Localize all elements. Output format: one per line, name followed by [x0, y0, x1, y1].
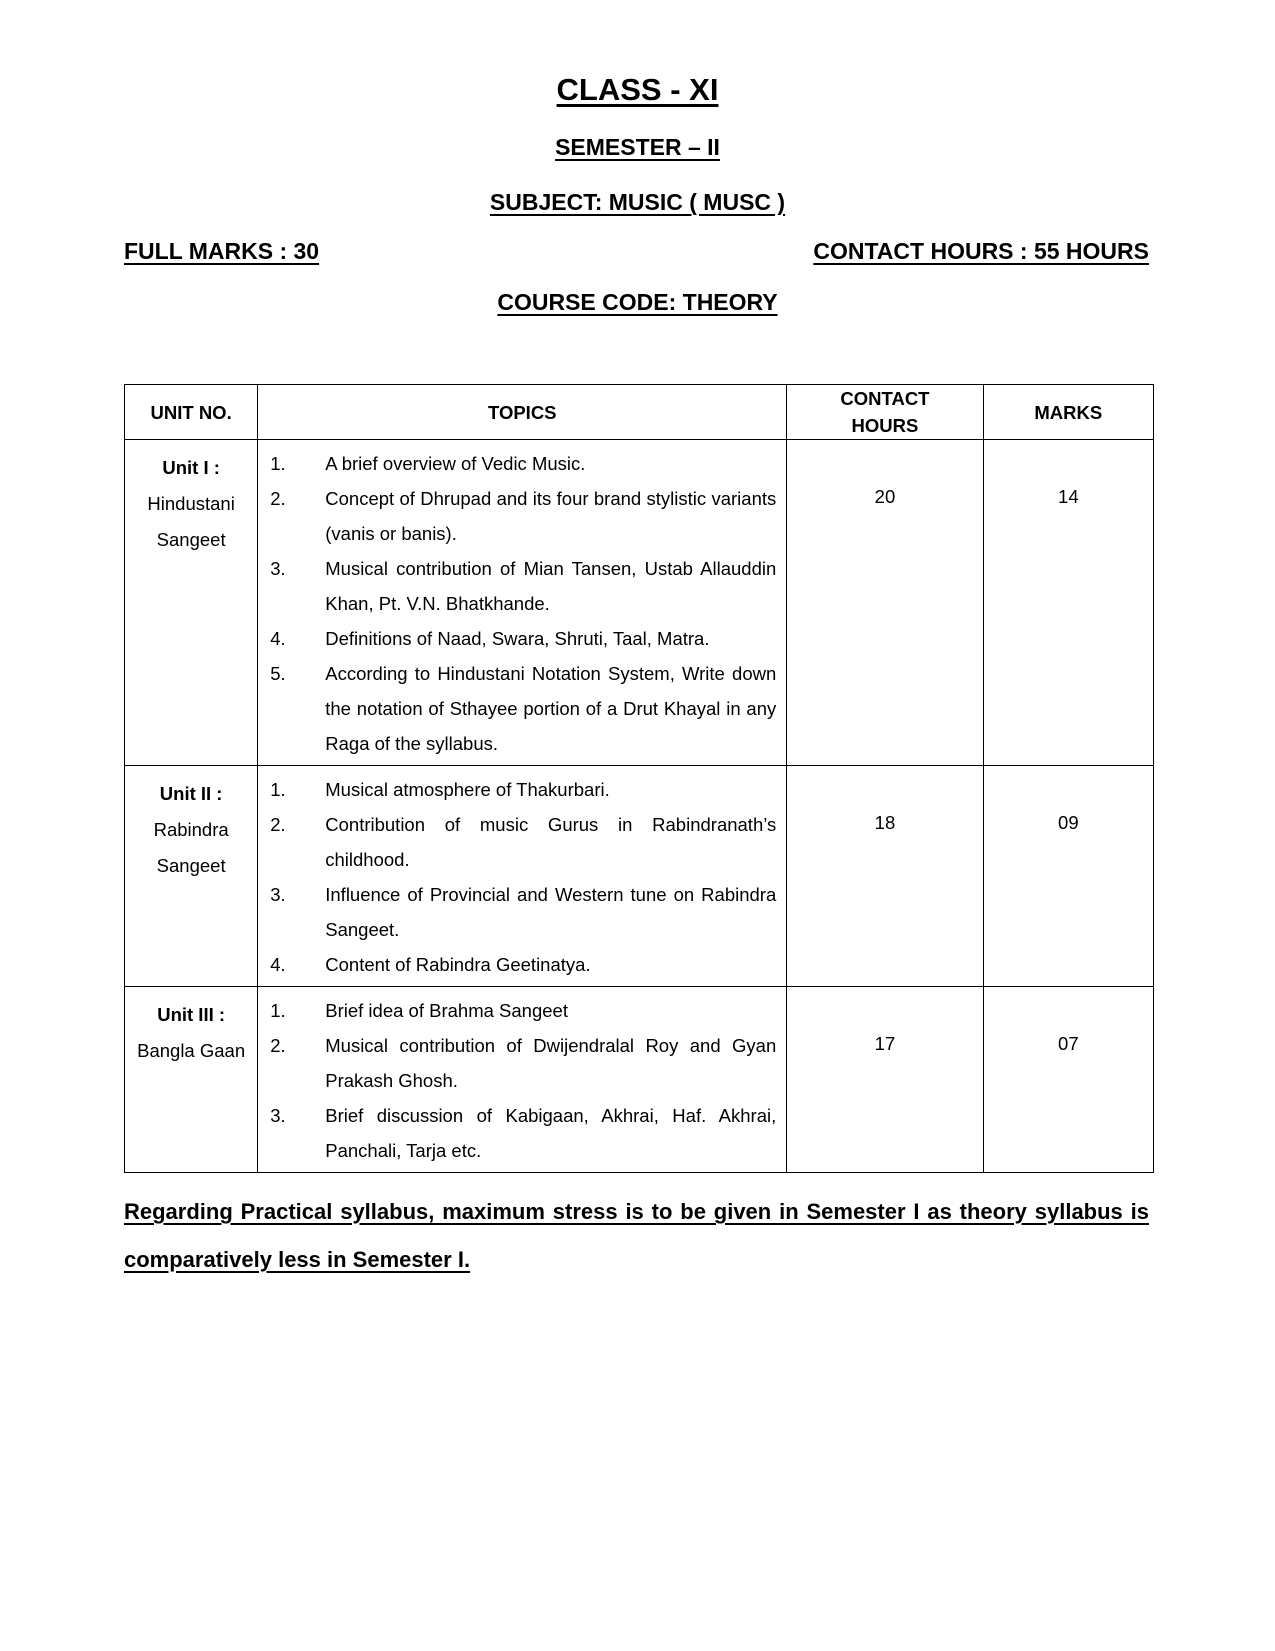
subject-heading: SUBJECT: MUSIC ( MUSC ) — [489, 189, 786, 215]
topic-text: Contribution of music Gurus in Rabindranath’s childhood. — [325, 814, 777, 870]
syllabus-table — [124, 384, 1154, 1173]
contact-hours-label: CONTACT HOURS : 55 HOURS — [813, 238, 1149, 264]
topic-number: 5. — [270, 663, 286, 684]
topic-number: 4. — [270, 954, 286, 975]
unit-name-line1: Bangla Gaan — [137, 1040, 246, 1061]
topic-text: Musical contribution of Dwijendralal Roy and Gyan Prakash Ghosh. — [325, 1035, 777, 1091]
unit-cell — [125, 766, 258, 987]
unit-cell — [125, 987, 258, 1173]
topic-number: 1. — [270, 453, 286, 474]
topic-text: Content of Rabindra Geetinatya. — [325, 954, 591, 975]
table-row — [125, 440, 1154, 766]
contact-hours-value: 17 — [787, 987, 983, 1173]
topic-text: Musical atmosphere of Thakurbari. — [325, 779, 610, 800]
marks-value: 09 — [983, 766, 1153, 987]
topic-number: 1. — [270, 779, 286, 800]
full-marks-label: FULL MARKS : 30 — [124, 238, 320, 264]
topic-text: Brief discussion of Kabigaan, Akhrai, Haf. Akhrai, Panchali, Tarja etc. — [325, 1105, 777, 1161]
unit-name-line2: Sangeet — [156, 855, 226, 876]
table-row — [125, 766, 1154, 987]
topics-cell — [258, 987, 787, 1173]
topic-number: 3. — [270, 558, 286, 579]
page-title: CLASS - XI — [556, 72, 719, 107]
unit-number: Unit II : — [159, 783, 223, 804]
topic-item — [270, 446, 776, 481]
topic-item — [270, 656, 776, 761]
topic-item — [270, 772, 776, 807]
topic-number: 3. — [270, 1105, 286, 1126]
topic-item — [270, 807, 776, 877]
contact-hours-value: 20 — [787, 440, 983, 766]
header-contact-hours — [787, 385, 983, 440]
semester-heading: SEMESTER – II — [555, 134, 720, 160]
topic-text: Brief idea of Brahma Sangeet — [325, 1000, 568, 1021]
unit-name-line1: Rabindra — [153, 819, 229, 840]
unit-name-line1: Hindustani — [147, 493, 235, 514]
topic-item — [270, 1028, 776, 1098]
unit-cell — [125, 440, 258, 766]
topic-text: Concept of Dhrupad and its four brand stylistic variants (vanis or banis). — [325, 488, 777, 544]
unit-number: Unit III : — [157, 1004, 226, 1025]
unit-name-line2: Sangeet — [156, 529, 226, 550]
practical-syllabus-note: Regarding Practical syllabus, maximum stress is to be given in Semester I as theory syllabus is comparatively less in Semester I. — [124, 1199, 1149, 1272]
header-unit-no: UNIT NO. — [125, 385, 258, 440]
topic-text: According to Hindustani Notation System, Write down the notation of Sthayee portion of a Drut Khayal in any Raga of the syllabus. — [325, 663, 777, 754]
topic-text: Influence of Provincial and Western tune on Rabindra Sangeet. — [325, 884, 777, 940]
topic-item — [270, 1098, 776, 1168]
topic-item — [270, 621, 776, 656]
marks-value: 07 — [983, 987, 1153, 1173]
marks-value: 14 — [983, 440, 1153, 766]
topic-item — [270, 947, 776, 982]
header-topics: TOPICS — [258, 385, 787, 440]
topic-number: 4. — [270, 628, 286, 649]
topics-cell — [258, 440, 787, 766]
contact-hours-value: 18 — [787, 766, 983, 987]
topic-number: 2. — [270, 1035, 286, 1056]
course-code-heading: COURSE CODE: THEORY — [497, 289, 778, 315]
topic-number: 3. — [270, 884, 286, 905]
topic-item — [270, 551, 776, 621]
topic-number: 2. — [270, 488, 286, 509]
topic-item — [270, 877, 776, 947]
header-marks: MARKS — [983, 385, 1153, 440]
table-row — [125, 987, 1154, 1173]
topic-number: 2. — [270, 814, 286, 835]
topic-item — [270, 993, 776, 1028]
header-contact-hours-line2: HOURS — [851, 415, 919, 436]
header-contact-hours-line1: CONTACT — [840, 388, 930, 409]
table-header-row — [125, 385, 1154, 440]
unit-number: Unit I : — [162, 457, 220, 478]
topics-cell — [258, 766, 787, 987]
topic-text: A brief overview of Vedic Music. — [325, 453, 586, 474]
topic-item — [270, 481, 776, 551]
topic-number: 1. — [270, 1000, 286, 1021]
topic-text: Definitions of Naad, Swara, Shruti, Taal, Matra. — [325, 628, 710, 649]
topic-text: Musical contribution of Mian Tansen, Ustab Allauddin Khan, Pt. V.N. Bhatkhande. — [325, 558, 777, 614]
